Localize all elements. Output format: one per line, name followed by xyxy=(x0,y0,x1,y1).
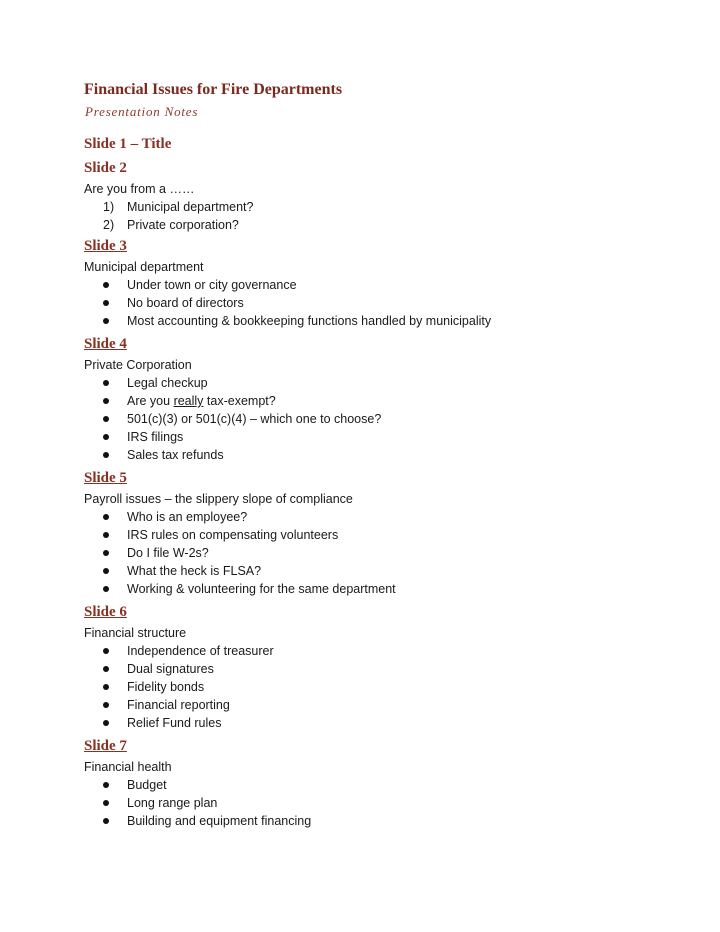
list-item xyxy=(84,714,684,732)
slide-3-heading: Slide 3 xyxy=(84,238,127,254)
list-item xyxy=(84,294,684,312)
list-item xyxy=(84,678,684,696)
slide-6-list xyxy=(84,642,684,732)
list-item-text: Relief Fund rules xyxy=(127,716,222,730)
slide-5-list xyxy=(84,508,684,598)
list-item xyxy=(84,312,684,330)
list-item xyxy=(84,812,684,830)
list-item-text: Legal checkup xyxy=(127,376,208,390)
list-item xyxy=(84,216,684,234)
bullet-icon xyxy=(103,800,109,806)
list-item xyxy=(84,642,684,660)
slide-1-section xyxy=(84,134,684,154)
slide-5-section xyxy=(84,468,684,598)
slide-5-intro: Payroll issues – the slippery slope of compliance xyxy=(84,492,353,506)
slide-4-intro: Private Corporation xyxy=(84,358,192,372)
bullet-icon xyxy=(103,398,109,404)
bullet-icon xyxy=(103,282,109,288)
list-item-text: Working & volunteering for the same department xyxy=(127,582,396,596)
slide-3-section xyxy=(84,236,684,330)
list-item-text: Municipal department? xyxy=(127,200,254,214)
slide-2-section xyxy=(84,158,684,234)
bullet-icon xyxy=(103,452,109,458)
bullet-icon xyxy=(103,300,109,306)
list-item xyxy=(84,374,684,392)
list-item-text: No board of directors xyxy=(127,296,244,310)
list-item xyxy=(84,428,684,446)
slide-7-intro: Financial health xyxy=(84,760,172,774)
list-item-text: Fidelity bonds xyxy=(127,680,205,694)
list-item-text: Under town or city governance xyxy=(127,278,297,292)
slide-2-intro: Are you from a …… xyxy=(84,182,195,196)
list-item xyxy=(84,562,684,580)
slide-6-heading: Slide 6 xyxy=(84,604,127,620)
bullet-icon xyxy=(103,818,109,824)
list-item-text: IRS filings xyxy=(127,430,184,444)
bullet-icon xyxy=(103,720,109,726)
bullet-icon xyxy=(103,684,109,690)
list-item-text: Budget xyxy=(127,778,167,792)
list-number: 1) xyxy=(103,200,115,214)
list-item-text: Private corporation? xyxy=(127,218,239,232)
list-item xyxy=(84,660,684,678)
bullet-icon xyxy=(103,702,109,708)
list-item xyxy=(84,410,684,428)
slide-1-heading: Slide 1 – Title xyxy=(84,136,172,152)
bullet-icon xyxy=(103,586,109,592)
document-subtitle: Presentation Notes xyxy=(85,104,199,119)
list-item-text: Sales tax refunds xyxy=(127,448,224,462)
bullet-icon xyxy=(103,434,109,440)
list-item-text-post: tax-exempt? xyxy=(203,394,276,408)
slide-4-heading: Slide 4 xyxy=(84,336,127,352)
slide-7-list xyxy=(84,776,684,830)
emphasis-text: really xyxy=(173,394,204,408)
list-item-text: Building and equipment financing xyxy=(127,814,312,828)
list-item xyxy=(84,776,684,794)
list-item-text: Dual signatures xyxy=(127,662,214,676)
slide-2-heading: Slide 2 xyxy=(84,160,127,176)
list-item xyxy=(84,508,684,526)
bullet-icon xyxy=(103,568,109,574)
slide-4-list xyxy=(84,374,684,464)
slide-5-heading: Slide 5 xyxy=(84,470,127,486)
slide-2-list xyxy=(84,198,684,234)
list-item-text: What the heck is FLSA? xyxy=(127,564,262,578)
list-item-text: Who is an employee? xyxy=(127,510,248,524)
list-item-text: IRS rules on compensating volunteers xyxy=(127,528,339,542)
list-item-text: Long range plan xyxy=(127,796,218,810)
slide-4-section xyxy=(84,334,684,464)
list-item xyxy=(84,526,684,544)
list-item xyxy=(84,580,684,598)
slide-7-section xyxy=(84,736,684,830)
list-number: 2) xyxy=(103,218,115,232)
slide-6-section xyxy=(84,602,684,732)
bullet-icon xyxy=(103,380,109,386)
list-item xyxy=(84,544,684,562)
list-item xyxy=(84,392,684,410)
list-item-text: Most accounting & bookkeeping functions handled by municipality xyxy=(127,314,492,328)
list-item xyxy=(84,198,684,216)
list-item-text: Independence of treasurer xyxy=(127,644,274,658)
bullet-icon xyxy=(103,550,109,556)
list-item xyxy=(84,794,684,812)
bullet-icon xyxy=(103,532,109,538)
bullet-icon xyxy=(103,416,109,422)
bullet-icon xyxy=(103,666,109,672)
bullet-icon xyxy=(103,782,109,788)
list-item xyxy=(84,446,684,464)
list-item xyxy=(84,696,684,714)
list-item-text: Do I file W-2s? xyxy=(127,546,209,560)
list-item xyxy=(84,276,684,294)
list-item-text: Financial reporting xyxy=(127,698,230,712)
list-item-text: 501(c)(3) or 501(c)(4) – which one to choose? xyxy=(127,412,382,426)
document-title: Financial Issues for Fire Departments xyxy=(84,81,343,98)
bullet-icon xyxy=(103,514,109,520)
slide-7-heading: Slide 7 xyxy=(84,738,127,754)
slide-6-intro: Financial structure xyxy=(84,626,187,640)
slide-3-list xyxy=(84,276,684,330)
slide-3-intro: Municipal department xyxy=(84,260,204,274)
list-item-text-pre: Are you xyxy=(127,394,174,408)
bullet-icon xyxy=(103,648,109,654)
bullet-icon xyxy=(103,318,109,324)
